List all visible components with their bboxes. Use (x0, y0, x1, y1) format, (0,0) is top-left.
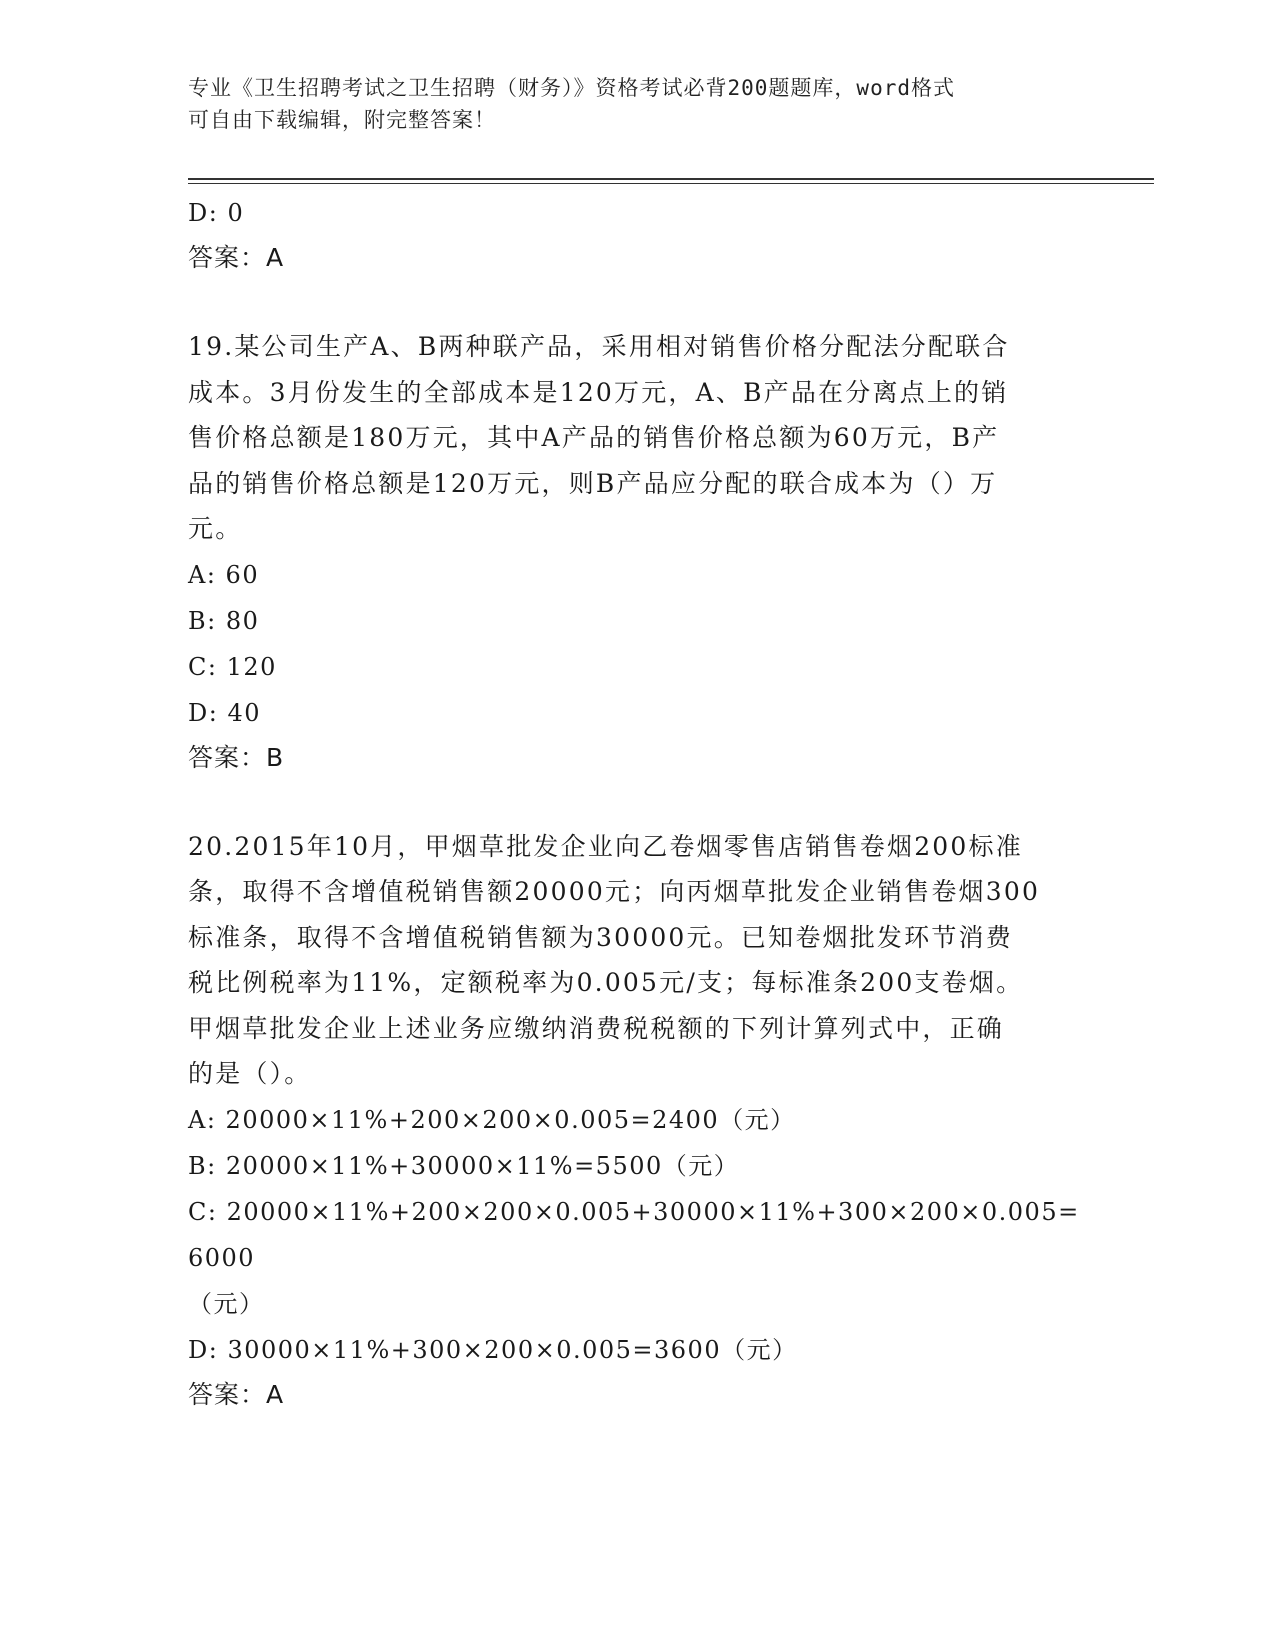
question-stem-line: 甲烟草批发企业上述业务应缴纳消费税税额的下列计算列式中，正确 (188, 1013, 1005, 1043)
question-stem-line: 税比例税率为11%，定额税率为0.005元/支；每标准条200支卷烟。 (188, 968, 1024, 997)
spacer (188, 780, 1088, 824)
option-d: D: 0 (188, 199, 245, 227)
question-stem-line: 20.2015年10月，甲烟草批发企业向乙卷烟零售店销售卷烟200标准 (188, 831, 1023, 861)
page-header (188, 72, 1088, 136)
header-line-2: 可自由下载编辑，附完整答案！ (188, 108, 496, 132)
option-b: B: 20000×11%+30000×11%=5500（元） (188, 1151, 740, 1180)
answer-line: 答案：A (188, 1379, 285, 1409)
option-c: C: 120 (188, 652, 277, 681)
header-line-1: 专业《卫生招聘考试之卫生招聘（财务）》资格考试必背200题题库，word格式 (188, 76, 955, 100)
question-stem-line: 售价格总额是180万元，其中A产品的销售价格总额为60万元，B产 (188, 423, 1000, 452)
question-stem-line: 条，取得不含增值税销售额20000元；向丙烟草批发企业销售卷烟300 (188, 877, 1041, 906)
option-c-continuation: （元） (188, 1289, 265, 1318)
question-stem-line: 品的销售价格总额是120万元，则B产品应分配的联合成本为（）万 (188, 468, 998, 498)
question-20 (188, 824, 1088, 1417)
spacer (188, 280, 1088, 324)
option-d: D: 40 (188, 698, 261, 727)
option-c: C: 20000×11%+200×200×0.005+30000×11%+300×200×0.005=6000 (188, 1197, 1080, 1272)
option-b: B: 80 (188, 606, 260, 635)
answer-line: 答案：A (188, 243, 285, 272)
question-stem-line: 元。 (188, 514, 243, 543)
header-divider-thin (188, 183, 1154, 184)
option-d: D: 30000×11%+300×200×0.005=3600（元） (188, 1335, 798, 1364)
question-stem-line: 19.某公司生产A、B两种联产品，采用相对销售价格分配法分配联合 (188, 332, 1010, 361)
previous-question-tail (188, 190, 1088, 280)
question-stem-line: 标准条，取得不含增值税销售额为30000元。已知卷烟批发环节消费 (188, 922, 1013, 952)
header-divider-thick (188, 178, 1154, 180)
question-19 (188, 324, 1088, 780)
option-a: A: 20000×11%+200×200×0.005=2400（元） (188, 1105, 796, 1134)
answer-line: 答案：B (188, 742, 285, 772)
option-a: A: 60 (188, 560, 260, 589)
question-stem-line: 的是（）。 (188, 1059, 312, 1088)
question-stem-line: 成本。3月份发生的全部成本是120万元，A、B产品在分离点上的销 (188, 377, 1009, 407)
document-body (188, 190, 1088, 1417)
